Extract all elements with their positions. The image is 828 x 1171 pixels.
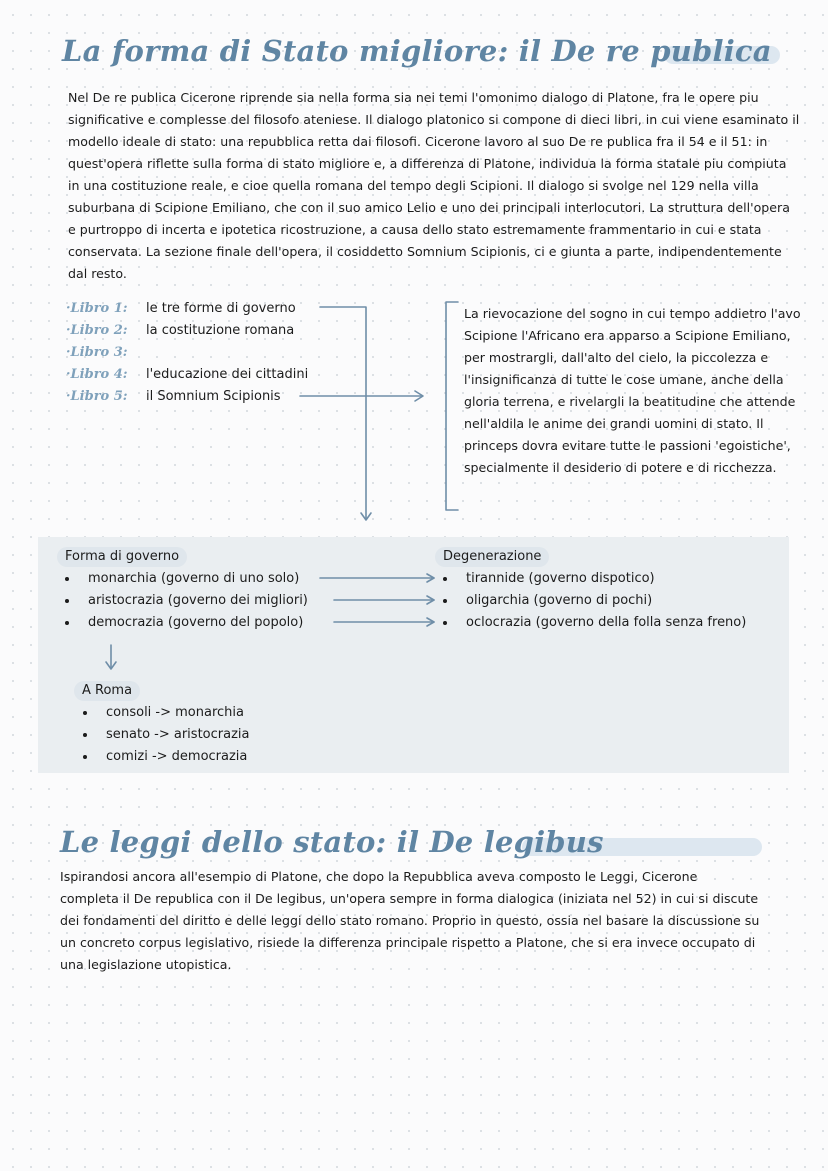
forms-header: Forma di governo [57, 547, 187, 567]
section-1-intro: Nel De re publica Cicerone riprende sia nella forma sia nei temi l'omonimo dialogo di Platone, fra le opere piu significative e complesse del filosofo ateniese. Il dialogo platonico si compone di dieci libri, in cui viene esaminato il modello ideale di stato: una repubblica retta dai filosofi. Cicerone lavoro al suo De re publica fra il 54 e il 51: in quest'opera riflette sulla forma di stato migliore e, a differenza di Platone, individua la forma statale piu compiuta in una costituzione reale, e cioe quella romana del tempo degli Scipioni. Il dialogo si svolge nel 129 nella villa suburbana di Scipione Emiliano, che con il suo amico Lelio e uno dei principali interlocutori. La struttura dell'opera e purtroppo di incerta e ipotetica ricostruzione, a causa dello stato estremamente frammentario in cui e stata conservata. La sezione finale dell'opera, il cosiddetto Somnium Scipionis, ci e giunta a parte, indipendentemente dal resto. [68, 90, 800, 281]
book-number: ·Libro 1: [66, 301, 128, 316]
book-title: le tre forme di governo [146, 301, 296, 316]
degeneration-item: tirannide (governo dispotico) [442, 568, 746, 590]
degeneration-item: oclocrazia (governo della folla senza freno) [442, 612, 746, 634]
book-title: l'educazione dei cittadini [146, 367, 309, 382]
dream-bracket [446, 302, 458, 510]
book-title: il Somnium Scipionis [146, 389, 281, 404]
degeneration-header: Degenerazione [435, 547, 549, 567]
book-number: ·Libro 5: [66, 389, 128, 404]
rome-item: consoli -> monarchia [82, 702, 249, 724]
somnium-description: La rievocazione del sogno in cui tempo addietro l'avo Scipione l'Africano era apparso a Scipione Emiliano, per mostrargli, dall'alto del cielo, la piccolezza e l'insignificanza di tutte le cose umane, anche della gloria terrena, e rivelargli la beatitudine che attende nell'aldila le anime dei grandi uomini di stato. Il princeps dovra evitare tutte le passioni 'egoistiche', specialmente il desiderio di potere e di ricchezza. [464, 306, 801, 475]
book-number: ·Libro 2: [66, 323, 128, 338]
section-2-title: Le leggi dello stato: il De legibus [60, 825, 604, 859]
book-title: la costituzione romana [146, 323, 295, 338]
rome-header: A Roma [74, 681, 140, 701]
form-item: monarchia (governo di uno solo) [64, 568, 308, 590]
section-1-title: La forma di Stato migliore: il De re publica [62, 34, 772, 68]
rome-item: senato -> aristocrazia [82, 724, 249, 746]
form-item: democrazia (governo del popolo) [64, 612, 308, 634]
rome-item: comizi -> democrazia [82, 746, 249, 768]
book-number: ·Libro 3: [66, 345, 128, 360]
degeneration-item: oligarchia (governo di pochi) [442, 590, 746, 612]
section-2-text: Ispirandosi ancora all'esempio di Platone, che dopo la Repubblica aveva composto le Leggi, Cicerone completa il De republica con il De legibus, un'opera sempre in forma dialogica (iniziata nel 52) in cui si discute dei fondamenti del diritto e delle leggi dello stato romano. Proprio in questo, ossia nel basare la discussione su un concreto corpus legislativo, risiede la differenza principale rispetto a Platone, che si era invece occupato di una legislazione utopistica. [60, 869, 760, 972]
form-item: aristocrazia (governo dei migliori) [64, 590, 308, 612]
book1-connector [320, 307, 366, 519]
book-number: ·Libro 4: [66, 367, 128, 382]
